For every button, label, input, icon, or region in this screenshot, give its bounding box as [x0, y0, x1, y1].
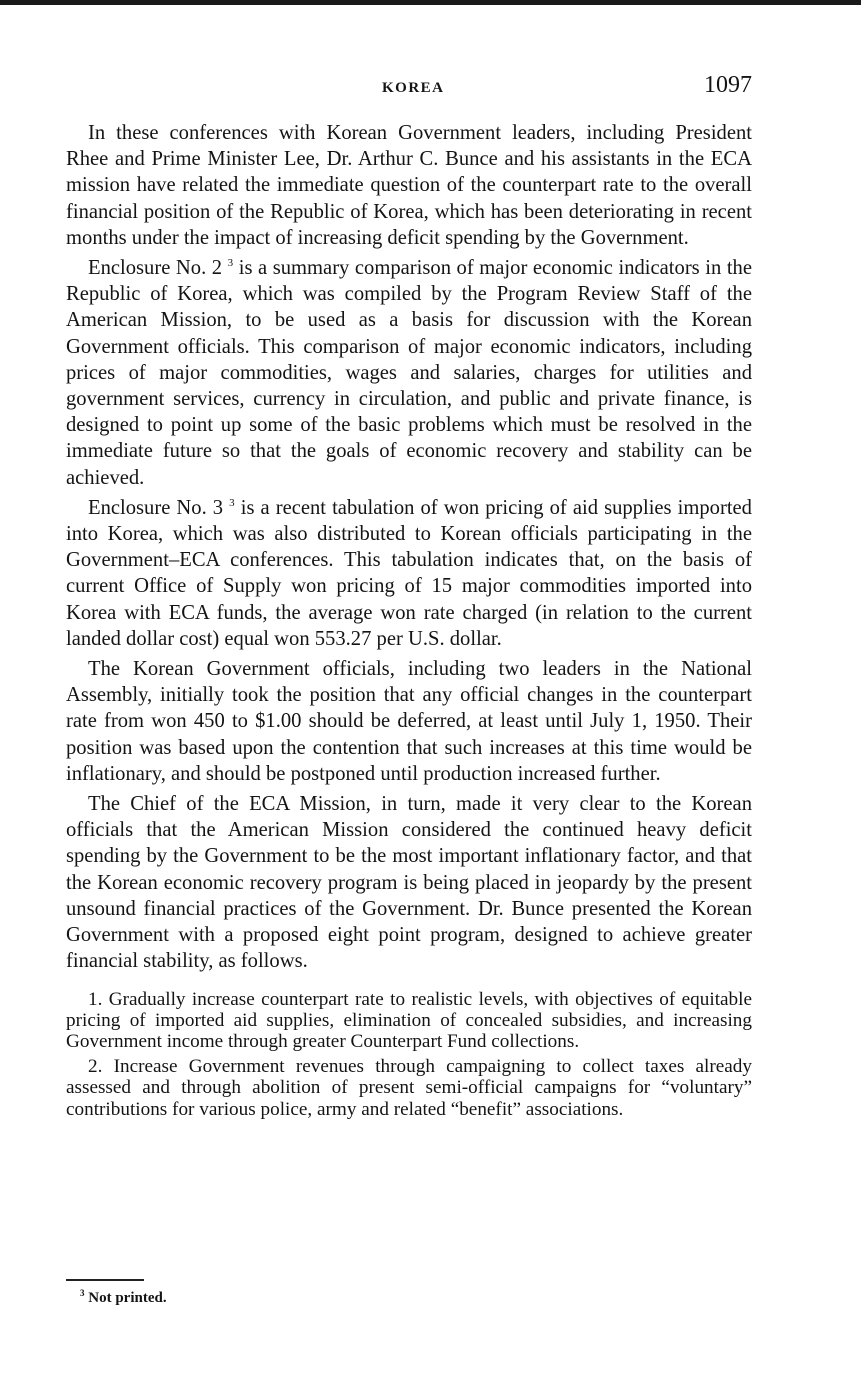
paragraph-officials-position: The Korean Government officials, including two leaders in the National Assembly, initially took the position that any official changes in the counterpart rate from won 450 to $1.00 should be deferred, at least until July 1, 1950. Their position was based upon the contention that such increases at this time would be inflationary, and should be postponed until production increased further.: [66, 658, 752, 785]
running-head: KOREA: [382, 80, 445, 96]
program-list: [66, 989, 752, 1120]
enclosure-2-label: Enclosure No. 2: [88, 257, 223, 280]
footnote-ref-3: 3: [229, 496, 235, 509]
enclosure-3-text: is a recent tabulation of won pricing of aid supplies imported into Korea, which was also distributed to Korean officials participating in the Government–ECA conferences. This tabulation indicates that, on the basis of current Office of Supply won pricing of 15 major commodities imported into Korea with ECA funds, the average won rate charged (in relation to the current landed dollar cost) equal won 553.27 per U.S. dollar.: [66, 496, 752, 650]
footnote-ref-3: 3: [227, 257, 234, 270]
page-header: [66, 72, 752, 106]
body-text: [66, 120, 752, 1124]
page-top-edge: [0, 0, 861, 5]
enclosure-3-label: Enclosure No. 3: [88, 496, 224, 519]
program-item: 1. Gradually increase counterpart rate to realistic levels, with objectives of equitable pricing of imported aid supplies, elimination of concealed subsidies, and increasing Government income through greater Counterpart Fund collections.: [66, 988, 752, 1052]
paragraph-enclosure-3: [66, 495, 752, 652]
footnote-text: Not printed.: [88, 1290, 167, 1306]
paragraph-enclosure-2: [66, 255, 752, 491]
footnote: [80, 1290, 167, 1307]
program-item: 2. Increase Government revenues through campaigning to collect taxes already assessed and through abolition of present semi-official campaigns for “voluntary” contributions for various police, army and related “benefit” associations.: [66, 1056, 752, 1120]
paragraph-conferences: In these conferences with Korean Government leaders, including President Rhee and Prime Minister Lee, Dr. Arthur C. Bunce and his assistants in the ECA mission have related the immediate question of the counterpart rate to the overall financial position of the Republic of Korea, which has been deteriorating in recent months under the impact of increasing deficit spending by the Government.: [66, 122, 752, 249]
footnote-mark: 3: [80, 1288, 85, 1298]
paragraph-eca-chief: The Chief of the ECA Mission, in turn, made it very clear to the Korean officials that the American Mission considered the continued heavy deficit spending by the Government to be the most important inflationary factor, and that the Korean economic recovery program is being placed in jeopardy by the present unsound financial practices of the Government. Dr. Bunce presented the Korean Government with a proposed eight point program, designed to achieve greater financial stability, as follows.: [66, 793, 752, 973]
enclosure-2-text: is a summary comparison of major economic indicators in the Republic of Korea, which was compiled by the Program Review Staff of the American Mission, to be used as a basis for discussion with the Korean Government officials. This comparison of major economic indicators, including prices of major commodities, wages and salaries, charges for utilities and government services, currency in circulation, and public and private finance, is designed to point up some of the basic problems which must be resolved in the immediate future so that the goals of economic recovery and stability can be achieved.: [66, 257, 752, 489]
page-number: 1097: [704, 72, 752, 98]
footnote-rule: [66, 1279, 144, 1281]
